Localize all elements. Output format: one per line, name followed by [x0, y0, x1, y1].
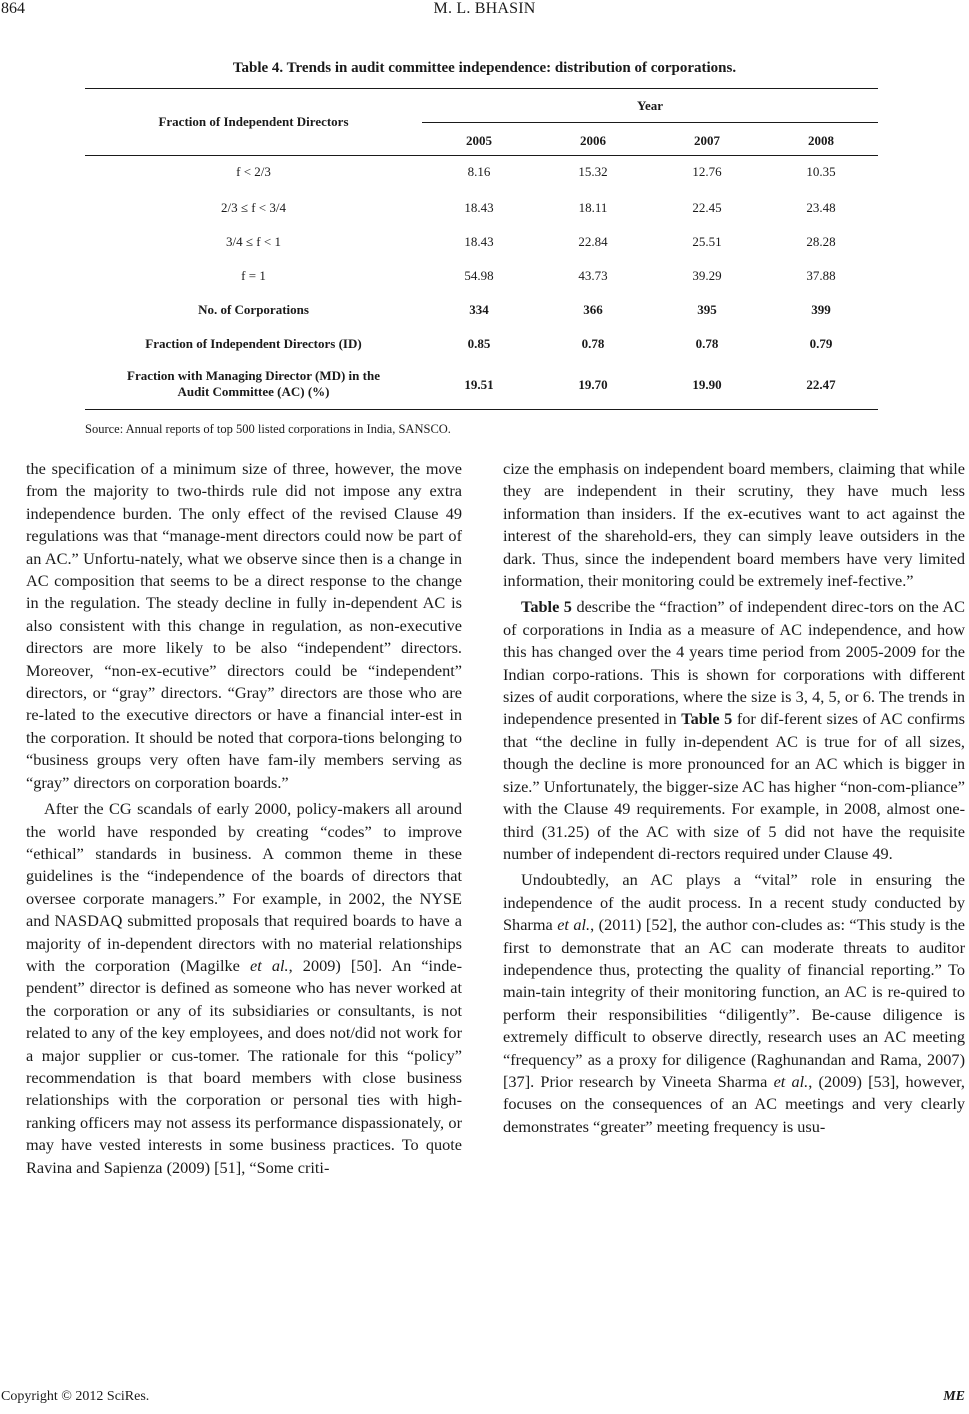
table-bottom-rule [85, 409, 878, 410]
paragraph: the specification of a minimum size of three, however, the move from the majority to two-thirds rule did not impose any extra independence burden. The only effect of the revised Clause 49 regulations was that “manage-ment directors could now be part of an AC.” Unfortu-nately, what we observe since then is a change in AC composition that seems to be a direct response to the change in the regulation. The steady decline in fully in-dependent AC is also consistent with this change in regulation, as non-executive directors are more likely to be also “independent” directors. Moreover, “non-ex-ecutive” directors could be “independent” directors, or “gray” directors. “Gray” directors are those who are re-lated to the executive directors or have a financial inter-est in the corporation. It should be noted that corpora-tions belonging to “business groups very often have fam-ily members serving as “gray” directors on corporation boards.” [26, 459, 462, 792]
cell-value: 8.16 [467, 164, 491, 179]
row-label: f = 1 [241, 268, 266, 283]
page-footer [0, 1389, 969, 1409]
cell-value: 37.88 [806, 268, 836, 283]
cell-value: 334 [469, 302, 489, 317]
cell-value: 15.32 [578, 164, 608, 179]
row-label: Fraction of Independent Directors (ID) [145, 336, 362, 351]
table-reference: Table 5 [681, 709, 733, 729]
right-column [503, 458, 965, 1138]
data-table [85, 88, 878, 411]
page-header [0, 0, 969, 22]
cell-value: 19.51 [464, 377, 494, 392]
text-run: , 2009) [50]. An “inde-pendent” director is defined as someone who has never worked at the corporation or any of its subsidiaries or consultants, is not related to any of the key employees, and does not/did not work for a major supplier or cus-tomer. The rationale for this “policy” recommendation is that board members with close business relationships with the corporation or personal ties with high-ranking officers may not assess its performance dispassionately, or may have vested interests in some business practices. To quote Ravina and Sapienza (2009) [51], “Some criti- [26, 955, 463, 1177]
cell-value: 0.78 [581, 336, 605, 351]
text-run: After the CG scandals of early 2000, policy-makers all around the world have responded by creating “codes” to improve “ethical” standards in business. A common theme in these guidelines is the “independence of the boards of directors that oversee corporate managers.” For example, in 2002, the NYSE and NASDAQ submitted proposals that required boards to have a majority of in-dependent directors with no material relationships with the corporation (Magilke [26, 799, 462, 975]
text-run: , (2011) [52], the author con-cludes as: “This study is the first to demonstrate that an AC can moderate threats to auditor independence thus, protecting the quality of financial reporting.” To main-tain integrity of their monitoring function, an AC is re-quired to perform their responsibilities “diligently”. Be-cause diligence is extremely difficult to observe directly, research uses an AC meeting “frequency” as a proxy for diligence (Raghunandan and Rama, 2007) [37]. Prior research by Vineeta Sharma [503, 915, 965, 1091]
year-2008: 2008 [808, 133, 834, 148]
year-2005: 2005 [466, 133, 492, 148]
cell-value: 22.45 [692, 200, 722, 215]
cell-value: 19.90 [692, 377, 722, 392]
cell-value: 18.43 [464, 200, 494, 215]
row-label: f < 2/3 [236, 164, 271, 179]
cell-value: 25.51 [692, 234, 722, 249]
year-2007: 2007 [694, 133, 720, 148]
row-label [85, 368, 422, 400]
paragraph: cize the emphasis on independent board members, claiming that while they are independent in their scrutiny, they have much less information than insiders. If the ex-ecutives want to act against the interest of the sharehold-ers, they can simply leave outsiders in the dark. Thus, since the independent board members have very limited information, their monitoring could be extremely inef-fective.” [503, 459, 965, 591]
cell-value: 0.78 [695, 336, 719, 351]
row-label: 2/3 ≤ f < 3/4 [220, 200, 287, 215]
text-run: , (2009) [53], however, focuses on the consequences of an AC meetings and very clearly demonstrates “greater” meeting frequency is usu- [503, 1071, 965, 1136]
cell-value: 28.28 [806, 234, 836, 249]
table-caption: Table 4. Trends in audit committee independence: distribution of corporations. [232, 60, 737, 76]
cell-value: 54.98 [464, 268, 494, 283]
cell-value: 19.70 [578, 377, 608, 392]
cell-value: 18.43 [464, 234, 494, 249]
paragraph [503, 596, 965, 865]
year-header: Year [637, 98, 663, 113]
running-title: M. L. BHASIN [433, 0, 536, 17]
row-label-line2: Audit Committee (AC) (%) [177, 384, 330, 399]
table-source: Source: Annual reports of top 500 listed corporations in India, SANSCO. [85, 422, 451, 436]
cell-value: 39.29 [692, 268, 722, 283]
cell-value: 43.73 [578, 268, 608, 283]
cell-value: 22.84 [578, 234, 608, 249]
year-rule [422, 122, 878, 123]
year-2006: 2006 [580, 133, 606, 148]
cell-value: 10.35 [806, 164, 836, 179]
table-reference: Table 5 [521, 597, 572, 617]
cell-value: 399 [811, 302, 831, 317]
cell-value: 395 [697, 302, 717, 317]
copyright: Copyright © 2012 SciRes. [1, 1389, 150, 1404]
text-run: Undoubtedly, an AC plays a “vital” role in ensuring the independence of the audit process. In a recent study conducted by Sharma [503, 870, 965, 935]
table-top-rule [85, 88, 878, 89]
cell-value: 18.11 [578, 200, 608, 215]
paragraph [26, 798, 462, 1179]
cell-value: 366 [583, 302, 603, 317]
cell-value: 0.79 [809, 336, 833, 351]
row-label: No. of Corporations [198, 302, 309, 317]
cell-value: 12.76 [692, 164, 722, 179]
text-run: describe the “fraction” of independent direc-tors on the AC of corporations in India as a measure of AC independence, and how this has changed over the 4 years time period from 2005-2009 for the Indian corpo-rations. This is shown for corporations with different sizes of audit corporations, where the size is 3, 4, 5, or 6. The trends in independence presented in [503, 597, 965, 729]
row-label: 3/4 ≤ f < 1 [226, 234, 281, 249]
page-number: 864 [1, 0, 25, 17]
left-column [26, 458, 462, 1179]
text-run-italic: et al. [773, 1071, 809, 1091]
text-run-italic: et al. [557, 915, 591, 935]
header-rule [85, 155, 878, 156]
journal-abbrev: ME [943, 1389, 965, 1404]
cell-value: 0.85 [467, 336, 491, 351]
paragraph [503, 869, 965, 1138]
row-label-line1: Fraction with Managing Director (MD) in the [127, 368, 380, 383]
text-run-italic: et al. [250, 955, 289, 975]
cell-value: 23.48 [806, 200, 836, 215]
cell-value: 22.47 [806, 377, 836, 392]
row-header: Fraction of Independent Directors [158, 114, 349, 129]
text-run: for dif-ferent sizes of AC confirms that “the decline in fully in-dependent AC is true for of all sizes, though the decline is more pronounced for an AC which is bigger in size.” Unfortunately, the bigger-size AC has higher “non-com-pliance” with the Clause 49 requirements. For example, in 2008, almost one-third (31.25) of the AC with size of 5 did not have the requisite number of independent di-rectors required under Clause 49. [503, 709, 965, 863]
